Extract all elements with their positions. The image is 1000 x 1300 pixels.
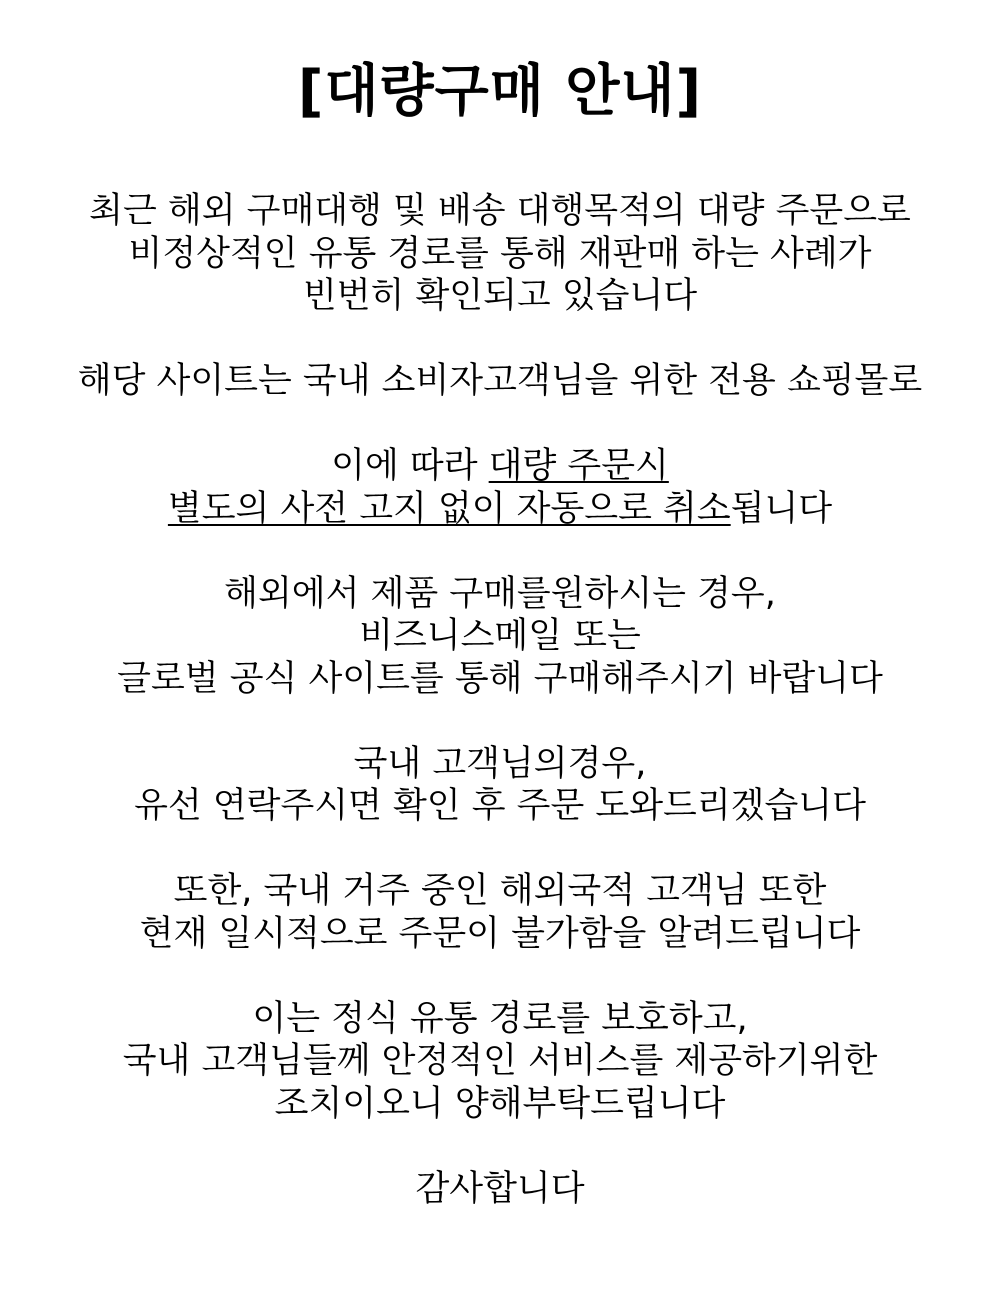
paragraph-gap: [30, 828, 970, 871]
text-line: 비정상적인 유통 경로를 통해 재판매 하는 사례가: [128, 233, 872, 274]
text-line: 또한, 국내 거주 중인 해외국적 고객님 또한: [173, 871, 827, 911]
text-line: 조치이오니 양해부탁드립니다: [274, 1083, 726, 1124]
text-line: 비즈니스메일 또는: [359, 616, 641, 656]
paragraph-domestic-only: [30, 360, 970, 403]
paragraph-gap: [30, 318, 970, 361]
text-line: 해당 사이트는 국내 소비자고객님을 위한 전용 쇼핑몰로: [77, 361, 923, 401]
text-line: 국내 고객님들께 안정적인 서비스를 제공하기위한: [122, 1041, 878, 1081]
paragraph-overseas-purchase: [30, 573, 970, 701]
text-line: 국내 고객님의경우,: [353, 743, 647, 784]
underlined-bulk-order: 대량 주문시: [488, 446, 669, 486]
paragraph-gap: [30, 403, 970, 446]
text-line: 감사합니다: [415, 1168, 585, 1209]
text-line: 유선 연락주시면 확인 후 주문 도와드리겠습니다: [134, 786, 866, 826]
paragraph-gap: [30, 955, 970, 998]
text-line: 글로벌 공식 사이트를 통해 구매해주시기 바랍니다: [117, 658, 883, 699]
text-line: [30, 445, 970, 488]
paragraph-thanks: [30, 1168, 970, 1211]
paragraph-foreign-residents: [30, 870, 970, 955]
text-line: 빈번히 확인되고 있습니다: [302, 276, 698, 316]
notice-title: [대량구매 안내]: [297, 59, 703, 124]
text-line: [30, 488, 970, 531]
text-segment: 이에 따라: [331, 446, 489, 486]
paragraph-auto-cancel: [30, 445, 970, 530]
paragraph-gap: [30, 700, 970, 743]
paragraph-reason: [30, 998, 970, 1126]
text-segment: 됩니다: [730, 488, 833, 529]
paragraph-domestic-customers: [30, 743, 970, 828]
text-line: 해외에서 제품 구매를원하시는 경우,: [224, 573, 776, 614]
text-line: 현재 일시적으로 주문이 불가함을 알려드립니다: [139, 913, 861, 954]
underlined-auto-cancel: 별도의 사전 고지 없이 자동으로 취소: [167, 488, 731, 529]
text-line: 최근 해외 구매대행 및 배송 대행목적의 대량 주문으로: [89, 191, 911, 231]
text-line: 이는 정식 유통 경로를 보호하고,: [252, 998, 748, 1039]
paragraph-gap: [30, 530, 970, 573]
paragraph-gap: [30, 1125, 970, 1168]
paragraph-overseas-reselling: [30, 190, 970, 318]
